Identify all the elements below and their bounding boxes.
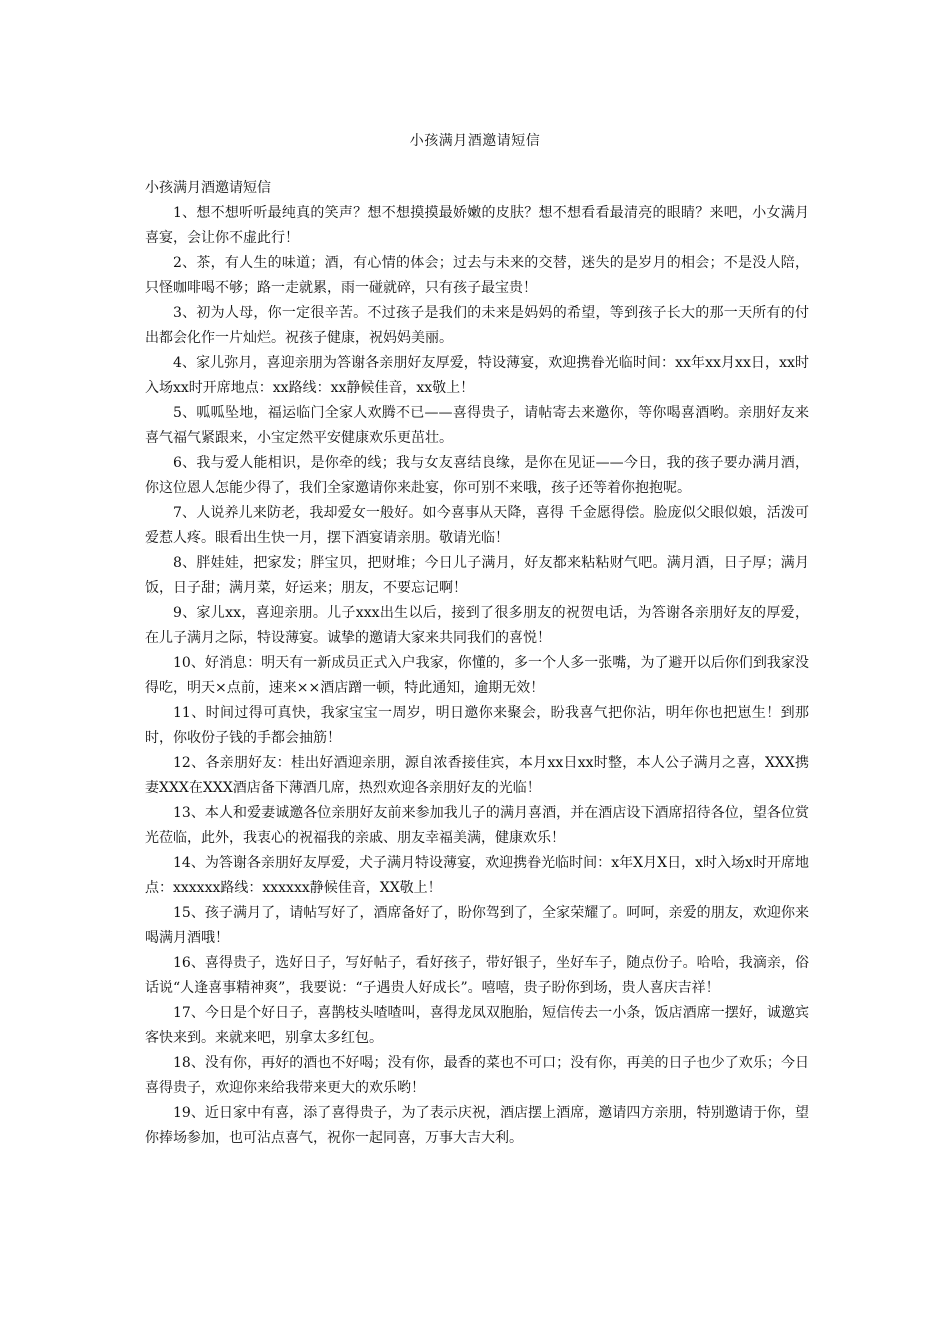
list-item: 11、时间过得可真快，我家宝宝一周岁，明日邀你来聚会，盼我喜气把你沾，明年你也把崽生！到那时，你收份子钱的手都会抽筋！ [145,705,809,746]
section-heading: 小孩满月酒邀请短信 [145,180,271,196]
list-item: 2、茶，有人生的味道；酒，有心情的体会；过去与未来的交替，迷失的是岁月的相会；不是没人陪，只怪咖啡喝不够；路一走就累，雨一碰就碎，只有孩子最宝贵！ [145,255,809,296]
list-item: 10、好消息：明天有一新成员正式入户我家，你懂的，多一个人多一张嘴，为了避开以后你们到我家没得吃，明天×点前，速来××酒店蹭一顿，特此通知，逾期无效！ [145,655,809,696]
list-item: 12、各亲朋好友：桂出好酒迎亲朋，源自浓香接佳宾，本月xx日xx时整，本人公子满月之喜，XXX携妻XXX在XXX酒店备下薄酒几席，热烈欢迎各亲朋好友的光临！ [145,755,809,796]
list-item: 16、喜得贵子，选好日子，写好帖子，看好孩子，带好银子，坐好车子，随点份子。哈哈，我滴亲，俗话说“人逢喜事精神爽”，我要说：“子遇贵人好成长”。嘻嘻，贵子盼你到场，贵人喜庆吉祥！ [145,955,809,996]
list-item: 7、人说养儿来防老，我却爱女一般好。如今喜事从天降，喜得 千金愿得偿。脸庞似父眼似娘，活泼可爱惹人疼。眼看出生快一月，摆下酒宴请亲朋。敬请光临！ [145,505,809,546]
list-item: 17、今日是个好日子，喜鹊枝头喳喳叫，喜得龙凤双胞胎，短信传去一小条，饭店酒席一摆好，诚邀宾客快来到。来就来吧，别拿太多红包。 [145,1005,809,1046]
document-body [145,176,809,1151]
list-item: 5、呱呱坠地，福运临门全家人欢腾不已——喜得贵子，请帖寄去来邀你，等你喝喜酒哟。亲朋好友来喜气福气紧跟来，小宝定然平安健康欢乐更茁壮。 [145,405,809,446]
list-item: 1、想不想听听最纯真的笑声？想不想摸摸最娇嫩的皮肤？想不想看看最清亮的眼睛？来吧，小女满月喜宴，会让你不虚此行！ [145,205,809,246]
list-item: 8、胖娃娃，把家发；胖宝贝，把财堆；今日儿子满月，好友都来粘粘财气吧。满月酒，日子厚；满月饭，日子甜；满月菜，好运来；朋友，不要忘记啊！ [145,555,809,596]
list-item: 18、没有你，再好的酒也不好喝；没有你，最香的菜也不可口；没有你，再美的日子也少了欢乐；今日喜得贵子，欢迎你来给我带来更大的欢乐哟！ [145,1055,809,1096]
list-item: 15、孩子满月了，请帖写好了，酒席备好了，盼你驾到了，全家荣耀了。呵呵，亲爱的朋友，欢迎你来喝满月酒哦！ [145,905,809,946]
list-item: 19、近日家中有喜，添了喜得贵子，为了表示庆祝，酒店摆上酒席，邀请四方亲朋，特别邀请于你，望你捧场参加，也可沾点喜气，祝你一起同喜，万事大吉大利。 [145,1105,809,1146]
list-item: 4、家儿弥月，喜迎亲朋为答谢各亲朋好友厚爱，特设薄宴，欢迎携眷光临时间：xx年xx月xx日，xx时入场xx时开席地点：xx路线：xx静候佳音，xx敬上！ [145,355,809,396]
list-item: 13、本人和爱妻诚邀各位亲朋好友前来参加我儿子的满月喜酒，并在酒店设下酒席招待各位，望各位赏光莅临，此外，我衷心的祝福我的亲戚、朋友幸福美满，健康欢乐！ [145,805,809,846]
list-item: 9、家儿xx，喜迎亲朋。儿子xxx出生以后，接到了很多朋友的祝贺电话，为答谢各亲朋好友的厚爱，在儿子满月之际，特设薄宴。诚挚的邀请大家来共同我们的喜悦！ [145,605,809,646]
page-title: 小孩满月酒邀请短信 [409,133,541,149]
list-item: 14、为答谢各亲朋好友厚爱，犬子满月特设薄宴，欢迎携眷光临时间：x年X月X日，x时入场x时开席地点：xxxxxx路线：xxxxxx静候佳音，XX敬上！ [145,855,809,896]
list-item: 6、我与爱人能相识，是你牵的线；我与女友喜结良缘，是你在见证——今日，我的孩子要办满月酒，你这位恩人怎能少得了，我们全家邀请你来赴宴，你可别不来哦，孩子还等着你抱抱呢。 [145,455,809,496]
list-item: 3、初为人母，你一定很辛苦。不过孩子是我们的未来是妈妈的希望，等到孩子长大的那一天所有的付出都会化作一片灿烂。祝孩子健康，祝妈妈美丽。 [145,305,809,346]
